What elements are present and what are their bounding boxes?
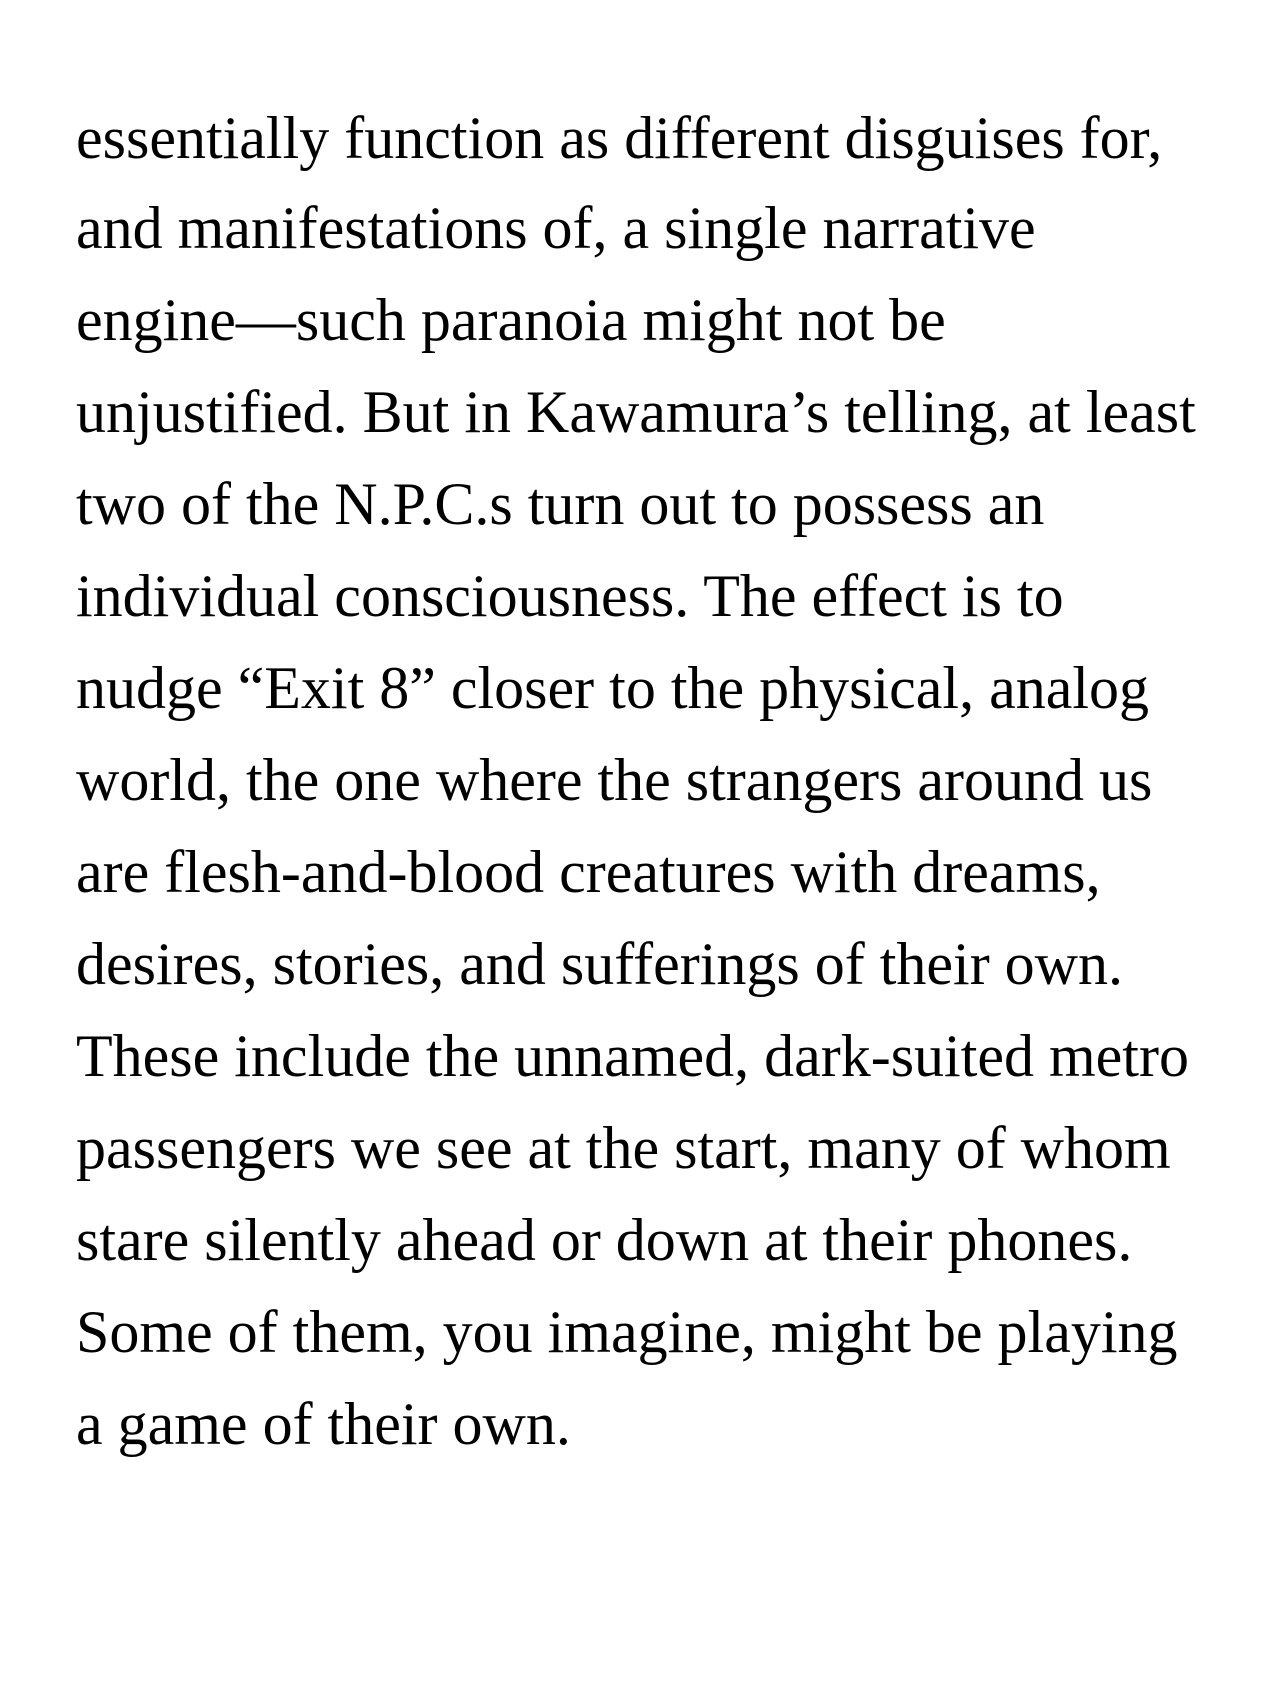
text-line: and manifestations of, a single narrative	[76, 195, 1036, 261]
text-line: two of the N.P.C.s turn out to possess an	[76, 471, 1045, 537]
text-line: world, the one where the strangers around us	[76, 747, 1153, 813]
text-line: essentially function as different disguises for,	[76, 105, 1163, 171]
text-line: engine—such paranoia might not be	[76, 287, 946, 353]
text-line: desires, stories, and sufferings of their own.	[76, 931, 1124, 997]
text-line: a game of their own.	[76, 1391, 571, 1457]
text-line: Some of them, you imagine, might be playing	[76, 1299, 1178, 1365]
text-line: are flesh-and-blood creatures with dreams,	[76, 839, 1101, 905]
text-line: unjustified. But in Kawamura’s telling, at least	[76, 379, 1196, 445]
text-line: passengers we see at the start, many of whom	[76, 1115, 1171, 1181]
text-line: stare silently ahead or down at their phones.	[76, 1207, 1133, 1273]
text-line: nudge “Exit 8” closer to the physical, analog	[76, 655, 1149, 721]
text-line: These include the unnamed, dark-suited metro	[76, 1023, 1189, 1089]
text-line: individual consciousness. The effect is to	[76, 563, 1064, 629]
